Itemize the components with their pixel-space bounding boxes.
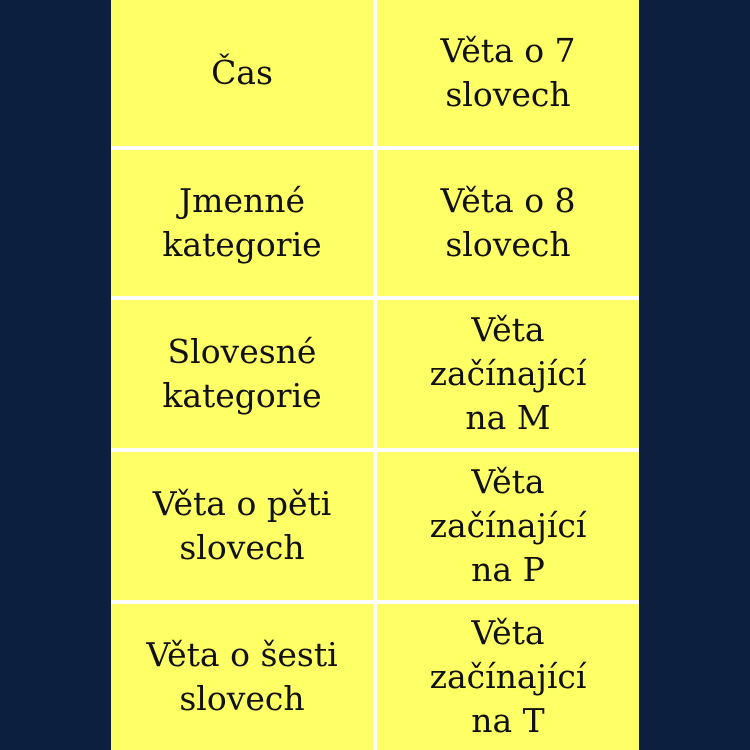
card-label: Věta začínající na T <box>429 613 587 740</box>
card-cas[interactable] <box>111 0 373 146</box>
card-label: Věta o 8 slovech <box>440 181 576 264</box>
card-label: Věta o šesti slovech <box>146 635 338 718</box>
card-label: Věta začínající na P <box>429 462 587 589</box>
card-grid <box>111 0 639 750</box>
card-veta-zacinajici-na-m[interactable] <box>377 300 639 448</box>
card-veta-o-8-slovech[interactable] <box>377 150 639 296</box>
card-slovesne-kategorie[interactable] <box>111 300 373 448</box>
card-label: Slovesné kategorie <box>162 332 322 415</box>
card-jmenne-kategorie[interactable] <box>111 150 373 296</box>
card-veta-zacinajici-na-t[interactable] <box>377 604 639 750</box>
card-label: Čas <box>211 53 273 92</box>
card-veta-o-sesti-slovech[interactable] <box>111 604 373 750</box>
card-label: Jmenné kategorie <box>162 181 322 264</box>
card-label: Věta začínající na M <box>429 310 587 437</box>
card-veta-zacinajici-na-p[interactable] <box>377 452 639 600</box>
card-label: Věta o 7 slovech <box>440 31 576 114</box>
card-veta-o-peti-slovech[interactable] <box>111 452 373 600</box>
card-label: Věta o pěti slovech <box>152 484 332 567</box>
card-veta-o-7-slovech[interactable] <box>377 0 639 146</box>
